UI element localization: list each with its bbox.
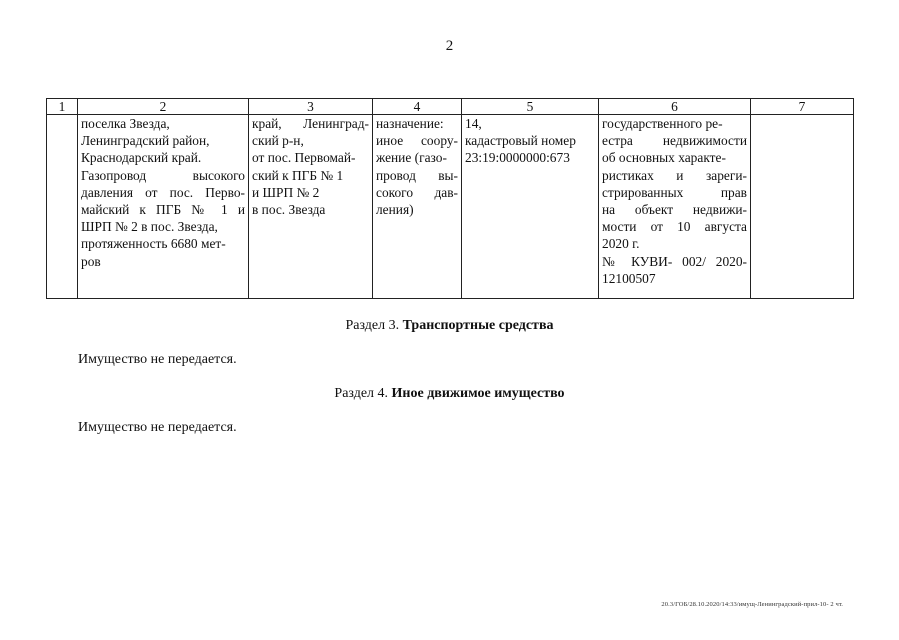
cell-line: от пос. Первомай- — [252, 150, 356, 166]
cell-line: ров — [81, 253, 101, 269]
cell-line: № КУВИ- 002/ 2020- — [602, 253, 747, 269]
cell-line: об основных характе- — [602, 150, 726, 166]
cell-col5 — [462, 115, 599, 299]
column-header: 1 — [47, 99, 78, 115]
cell-col2 — [78, 115, 249, 299]
cell-line: поселка Звезда, — [81, 116, 170, 131]
cell-line: майский к ПГБ № 1 и — [81, 202, 245, 218]
cell-line: естра недвижимости — [602, 133, 747, 149]
table-header-row — [47, 99, 854, 115]
cell-line: мости от 10 августа — [602, 219, 747, 235]
cell-line: 2020 г. — [602, 236, 640, 252]
cell-line: Газопровод высокого — [81, 167, 245, 183]
table-row — [47, 115, 854, 299]
cell-line: 12100507 — [602, 270, 656, 286]
section-4-prefix: Раздел 4. — [334, 386, 389, 401]
cell-col7 — [751, 115, 854, 299]
cell-line: край, Ленинград- — [252, 116, 369, 131]
cell-line: Краснодарский край. — [81, 150, 202, 166]
column-header: 6 — [599, 99, 751, 115]
cell-line: и ШРП № 2 — [252, 184, 320, 200]
cell-line: стрированных прав — [602, 184, 747, 200]
section-4-heading — [0, 386, 899, 402]
cell-line: государственного ре- — [602, 116, 723, 131]
cell-col6 — [599, 115, 751, 299]
column-header: 3 — [249, 99, 373, 115]
cell-line: иное соору- — [376, 133, 458, 149]
cell-col3 — [249, 115, 373, 299]
cell-line: давления от пос. Перво- — [81, 184, 245, 200]
cell-line: назначение: — [376, 116, 444, 131]
cell-line: провод вы- — [376, 167, 458, 183]
cell-line: ШРП № 2 в пос. Звезда, — [81, 219, 218, 235]
cell-line: сокого дав- — [376, 184, 458, 200]
cell-line: жение (газо- — [376, 150, 447, 166]
cell-line: ский к ПГБ № 1 — [252, 167, 344, 183]
cell-line: 23:19:0000000:673 — [465, 150, 570, 166]
cell-line: Ленинградский район, — [81, 133, 210, 149]
section-3-text: Имущество не передается. — [78, 352, 237, 367]
cell-line: кадастровый номер — [465, 133, 576, 149]
section-3-heading — [0, 318, 899, 334]
column-header: 4 — [373, 99, 462, 115]
section-4-title: Иное движимое имущество — [391, 386, 565, 401]
cell-line: ский р-н, — [252, 133, 304, 149]
property-table — [46, 98, 854, 299]
section-4-text: Имущество не передается. — [78, 420, 237, 435]
section-3-title: Транспортные средства — [402, 318, 554, 333]
column-header: 7 — [751, 99, 854, 115]
page-number: 2 — [445, 38, 454, 54]
cell-line: 14, — [465, 116, 482, 131]
cell-line: в пос. Звезда — [252, 202, 326, 218]
column-header: 2 — [78, 99, 249, 115]
cell-col4 — [373, 115, 462, 299]
cell-line: ристиках и зареги- — [602, 167, 747, 183]
cell-col1 — [47, 115, 78, 299]
column-header: 5 — [462, 99, 599, 115]
cell-line: ления) — [376, 202, 414, 218]
cell-line: протяженность 6680 мет- — [81, 236, 226, 252]
cell-line: на объект недвижи- — [602, 202, 747, 218]
section-3-prefix: Раздел 3. — [345, 318, 400, 333]
document-footer-code: 20.3/ГОБ/28.10.2020/14:33/имущ-Ленинградский-прил-10- 2 чт. — [661, 601, 843, 608]
